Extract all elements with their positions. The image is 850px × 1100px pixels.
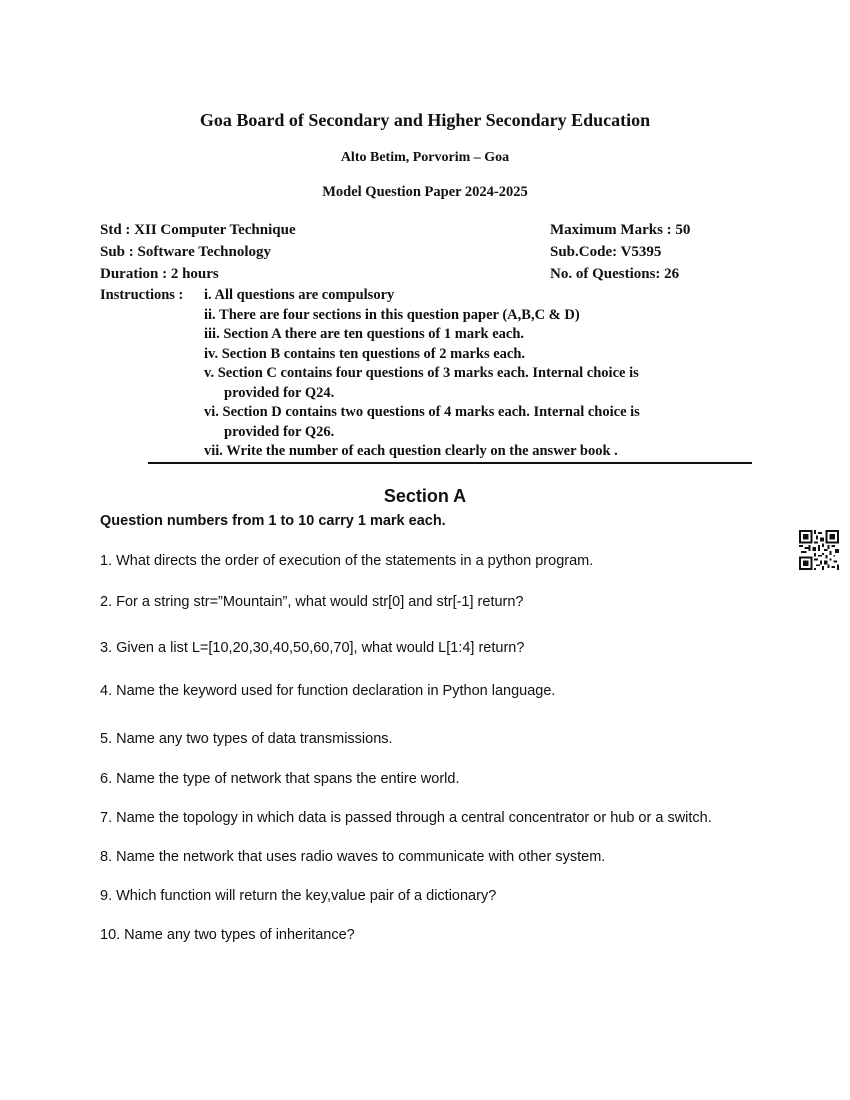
paper-title: Model Question Paper 2024-2025 [322,184,528,200]
instruction-item: vii. Write the number of each question clearly on the answer book . [204,443,618,459]
instructions-label: Instructions : [100,287,184,303]
question-item: 4. Name the keyword used for function declaration in Python language. [100,683,556,699]
subject-line: Sub : Software Technology [100,244,272,260]
question-item: 2. For a string str=”Mountain”, what would str[0] and str[-1] return? [100,594,524,610]
max-marks-line: Maximum Marks : 50 [550,222,691,238]
instructions-list [204,286,724,462]
question-item: 7. Name the topology in which data is passed through a central concentrator or hub or a switch. [100,810,712,826]
question-item: 6. Name the type of network that spans the entire world. [100,771,460,787]
instruction-item: vi. Section D contains two questions of 4 marks each. Internal choice is provided for Q26. [204,404,640,440]
section-title: Section A [383,486,467,506]
instruction-item: i. All questions are compulsory [204,287,395,303]
question-item: 5. Name any two types of data transmissions. [100,731,393,747]
question-item: 9. Which function will return the key,value pair of a dictionary? [100,888,497,904]
instruction-item: v. Section C contains four questions of 3 marks each. Internal choice is provided for Q24. [204,365,639,401]
section-note: Question numbers from 1 to 10 carry 1 mark each. [100,513,446,529]
question-item: 3. Given a list L=[10,20,30,40,50,60,70], what would L[1:4] return? [100,640,525,656]
instruction-item: iv. Section B contains ten questions of 2 marks each. [204,345,526,362]
duration-line: Duration : 2 hours [100,266,219,282]
question-item: 8. Name the network that uses radio waves to communicate with other system. [100,849,606,865]
num-questions-line: No. of Questions: 26 [550,266,680,282]
divider-rule [148,462,752,464]
question-item: 1. What directs the order of execution of the statements in a python program. [100,553,594,569]
std-line: Std : XII Computer Technique [100,222,296,238]
instruction-item: iii. Section A there are ten questions of 1 mark each. [204,326,525,342]
qr-code-icon [799,530,839,570]
meta-left [100,219,296,285]
sub-code-line: Sub.Code: V5395 [550,244,662,260]
board-title: Goa Board of Secondary and Higher Secondary Education [199,110,651,130]
instruction-item: ii. There are four sections in this question paper (A,B,C & D) [204,306,580,323]
meta-right [550,219,690,285]
question-item: 10. Name any two types of inheritance? [100,927,355,943]
board-address: Alto Betim, Porvorim – Goa [340,150,510,165]
